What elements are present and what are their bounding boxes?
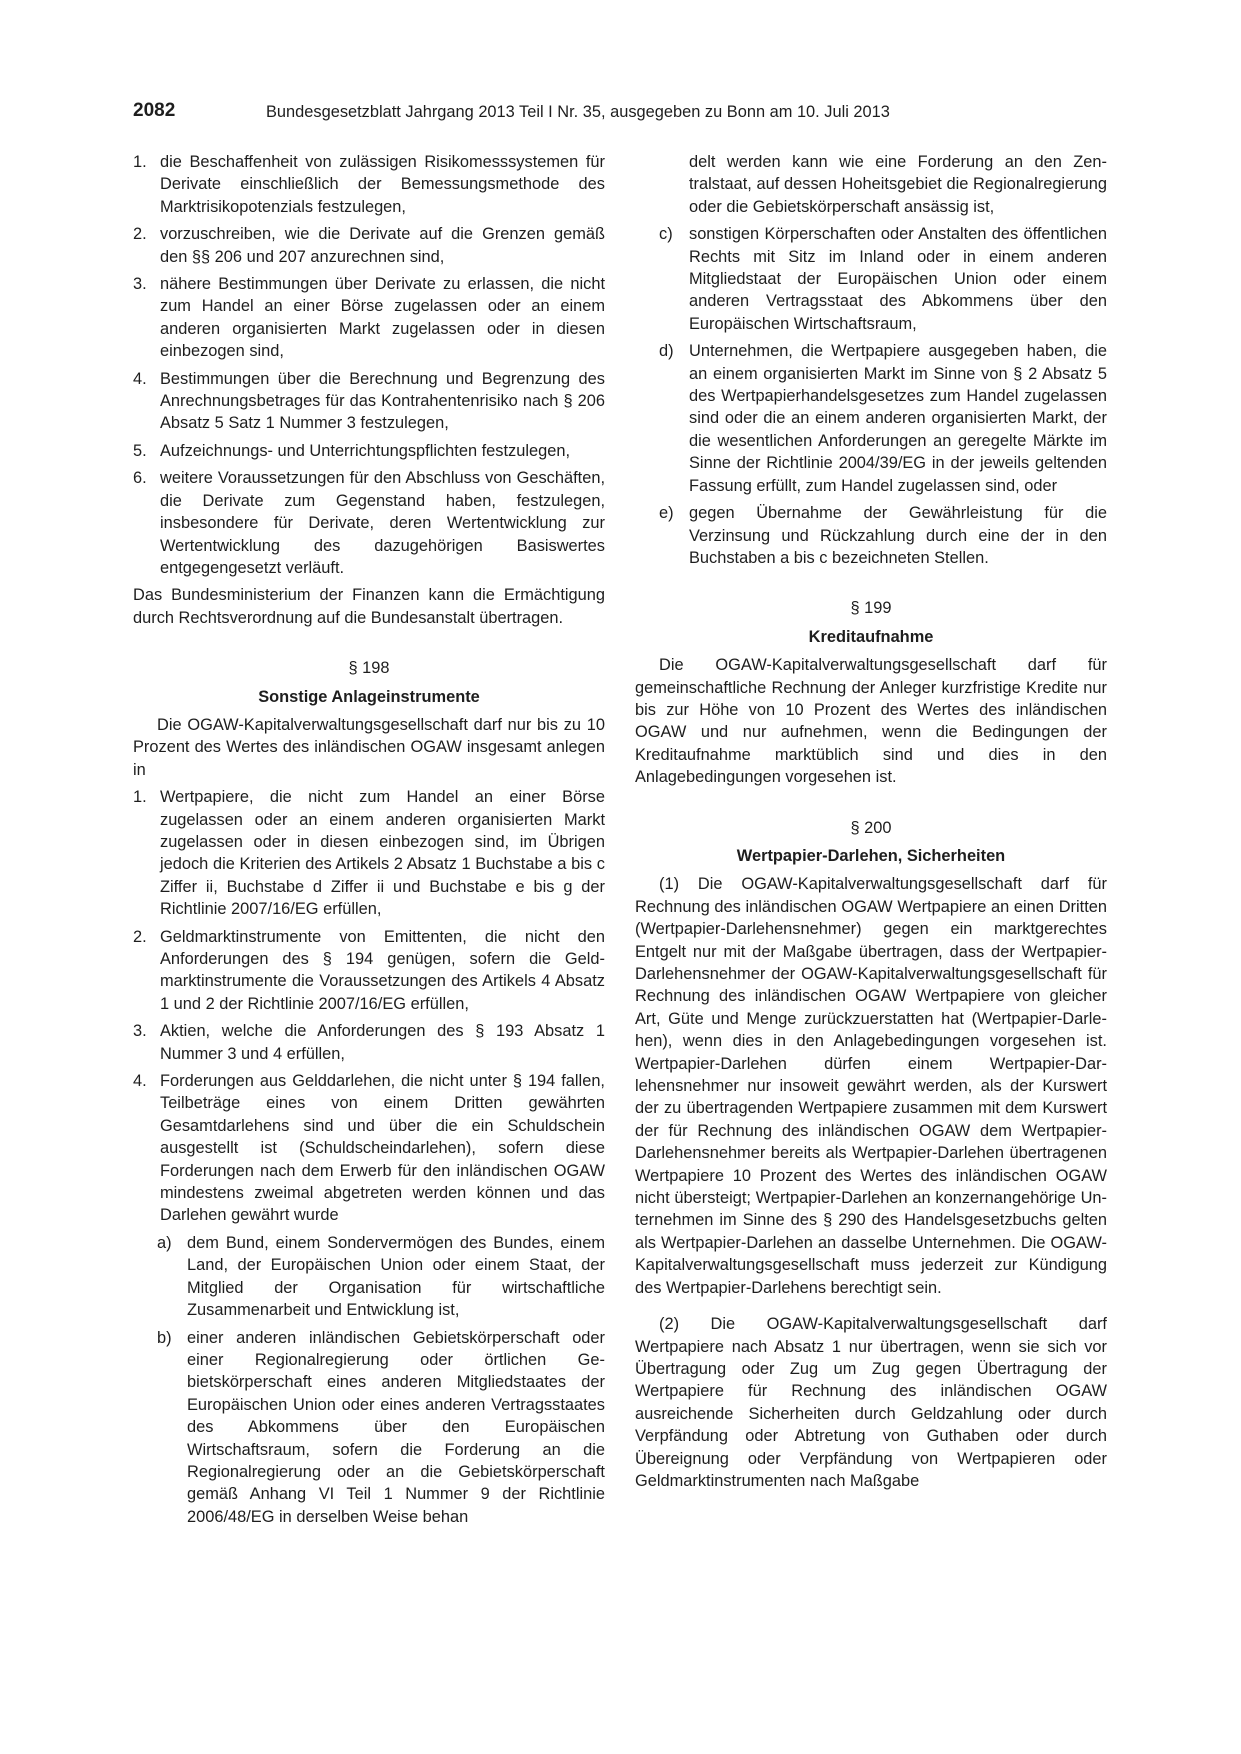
- list-marker: 3.: [133, 275, 147, 294]
- list-item-text: Aufzeichnungs- und Unterrichtungspflichten festzulegen,: [160, 441, 571, 460]
- section-paragraph: Die OGAW-Kapitalverwaltungsgesellschaft darf für gemeinschaftliche Rechnung der Anleger kurzfristige Kredite nur bis zur Höhe von 10 Prozent des Wertes des inländischen OGAW und nur aufnehmen, wenn die Bedingungen der Kreditaufnahme marktüblich sind und dies in den Anlagebedingungen vorgesehen ist.: [635, 656, 1107, 787]
- sub-list-marker: d): [659, 342, 674, 361]
- list-item-text: die Beschaffenheit von zulässigen Risikomesssystemen für Derivate einschließlich der Bemessungsmethode des Marktrisikopotenzials festzulegen,: [160, 153, 605, 216]
- sub-list-item: [635, 502, 1107, 569]
- sub-list-marker: e): [659, 504, 674, 523]
- list-item: [133, 223, 605, 268]
- page-header: [133, 100, 1108, 126]
- sub-list-marker: b): [157, 1328, 172, 1347]
- sub-list-item: [133, 1327, 605, 1529]
- list-item-text: Wertpapiere, die nicht zum Handel an einer Börse zugelassen oder an einem anderen organisierten Markt zugelassen oder in diesen einbezogen sind, im Übrigen jedoch die Kriterien des Artikels 2 Absatz 1 Buchstabe a bis c Ziffer ii, Buchstabe d Ziffer ii und Buchstabe e bis g der Richtlinie 2007/16/EG erfüllen,: [160, 788, 605, 919]
- list-marker: 6.: [133, 469, 147, 488]
- list-marker: 2.: [133, 225, 147, 244]
- list-marker: 2.: [133, 927, 147, 946]
- section-title: Sonstige Anlageinstrumente: [258, 687, 480, 706]
- continued-sub-item: delt werden kann wie eine Forderung an den Zentralstaat, auf dessen Hoheitsgebiet die Regionalregierung oder die Gebietskörperschaft ansässig ist,: [689, 153, 1107, 216]
- section-title: Kreditaufnahme: [808, 627, 934, 646]
- list-item-text: vorzuschreiben, wie die Derivate auf die Grenzen gemäß den §§ 206 und 207 anzurechnen sind,: [160, 225, 605, 266]
- list-item-text: weitere Voraussetzungen für den Abschluss von Geschäften, die Derivate zum Gegenstand haben, festzulegen, insbesondere für Derivate, deren Wertentwicklung zur Wertentwicklung des dazugehörigen Basiswertes entgegengesetzt verläuft.: [160, 469, 605, 577]
- sub-list-item-text: Unternehmen, die Wertpapiere ausgegeben haben, die an einem organisierten Markt im Sinne von § 2 Absatz 5 des Wertpapierhandelsgesetzes zum Handel zugelassen sind oder die an einem anderen organisierten Markt, der die wesentlichen Anforderungen an geregelte Märkte im Sinne der Richtlinie 2004/39/EG in der jeweils geltenden Fassung erfüllt, zum Handel zugelassen sind, oder: [689, 342, 1107, 495]
- list-item: [133, 151, 605, 218]
- list-item-text: Forderungen aus Gelddarlehen, die nicht unter § 194 fallen, Teilbeträge eines von einem Dritten gewährten Gesamtdarlehens sind und über die ein Schuldschein ausgestellt ist (Schuldscheindarlehen), sofern diese Forderungen nach dem Erwerb für den inländischen OGAW mindestens zweimal abgetreten werden können und das Darlehen gewährt wurde: [160, 1072, 605, 1225]
- sub-list-item: [133, 1232, 605, 1322]
- sub-list-item: [635, 340, 1107, 497]
- sub-list-item-text: gegen Übernahme der Gewährleistung für die Verzinsung und Rückzahlung durch eine der in den Buchstaben a bis c bezeichneten Stellen.: [689, 504, 1107, 567]
- sub-list-marker: c): [659, 225, 673, 244]
- sub-list-item-text: dem Bund, einem Sondervermögen des Bundes, einem Land, der Europäischen Union oder einem Staat, der Mitglied der Organisation für wirtschaftliche Zusammenarbeit und Entwicklung ist,: [187, 1233, 605, 1320]
- list-item: [133, 467, 605, 579]
- list-marker: 4.: [133, 1072, 147, 1091]
- sub-list-item-text: sonstigen Körperschaften oder Anstalten des öffentlichen Rechts mit Sitz im Inland oder in einem anderen Mitgliedstaat der Europäischen Union oder einem anderen Vertragsstaat des Abkommens über den Europäischen Wirtschaftsraum,: [689, 225, 1107, 333]
- list-marker: 1.: [133, 153, 147, 171]
- sub-list-marker: a): [157, 1233, 172, 1252]
- section-paragraph-1: (1) Die OGAW-Kapitalverwaltungsgesellschaft darf für Rechnung des inländischen OGAW Wertpapiere an einen Dritten (Wertpapier-Darlehensnehmer) gegen ein marktgerechtes Entgelt nur mit der Maßgabe übertragen, dass der Wertpapier-Darlehensnehmer der OGAW-Kapitalverwaltungsgesellschaft für Rechnung des inländischen OGAW Wertpapiere von gleicher Art, Güte und Menge zurückzuerstatten hat (Wertpapier-Darlehen), wenn dies in den Anlagebedingungen vorgesehen ist. Wertpapier-Darlehen dürfen einem Wertpapier-Darlehensnehmer nur insoweit gewährt werden, als der Kurswert der zu übertragenden Wertpapiere zusammen mit dem Kurswert der für Rechnung des inländischen OGAW dem Wertpapier-Darlehensnehmer bereits als Wertpapier-Darlehen übertragenen Wertpapiere 10 Prozent des Wertes des inländischen OGAW nicht übersteigt; Wertpapier-Darlehen an konzernangehörige Unternehmen im Sinne des § 290 des Handelsgesetzbuchs gelten als Wertpapier-Darlehen an dasselbe Unternehmen. Die OGAW-Kapitalverwaltungsgesellschaft muss jederzeit zur Kündigung des Wertpapier-Darlehens berechtigt sein.: [635, 875, 1107, 1297]
- list-item: [133, 368, 605, 435]
- sub-list-item: [635, 223, 1107, 335]
- list-item: [133, 1070, 605, 1227]
- list-marker: 5.: [133, 441, 147, 460]
- running-head: Bundesgesetzblatt Jahrgang 2013 Teil I Nr. 35, ausgegeben zu Bonn am 10. Juli 2013: [266, 103, 890, 121]
- section-title: Wertpapier-Darlehen, Sicherheiten: [736, 846, 1006, 865]
- list-item: [133, 1020, 605, 1065]
- section-number: § 200: [850, 818, 892, 837]
- list-item-text: Aktien, welche die Anforderungen des § 193 Absatz 1 Nummer 3 und 4 erfüllen,: [160, 1022, 605, 1063]
- page-number: 2082: [133, 100, 176, 121]
- list-marker: 1.: [133, 788, 147, 807]
- list-item-text: Bestimmungen über die Berechnung und Begrenzung des Anrechnungsbetrages für das Kontrahentenrisiko nach § 206 Absatz 5 Satz 1 Nummer 3 festzulegen,: [160, 369, 605, 433]
- list-item-text: Geldmarktinstrumente von Emittenten, die nicht den Anforderungen des § 194 genügen, sofern die Geldmarktinstrumente die Voraussetzungen des Artikels 4 Absatz 1 und 2 der Richtlinie 2007/16/EG erfüllen,: [160, 927, 605, 1013]
- list-item: [133, 273, 605, 363]
- section-paragraph-2: (2) Die OGAW-Kapitalverwaltungsgesellschaft darf Wertpapiere nach Absatz 1 nur übertragen, wenn sie sich vor Übertragung oder Zug um Zug gegen Übertragung der Wertpapiere für Rechnung des inländischen OGAW ausreichende Sicherheiten durch Geldzahlung oder durch Verpfändung oder Abtretung von Guthaben oder durch Übereignung oder Verpfändung von Wertpapieren oder Geldmarktinstrumenten nach Maßgabe: [635, 1315, 1107, 1490]
- left-column: [133, 151, 605, 1533]
- section-number: § 199: [850, 599, 892, 618]
- delegation-paragraph: Das Bundesministerium der Finanzen kann die Ermächtigung durch Rechtsverordnung auf die Bundesanstalt übertragen.: [133, 586, 605, 627]
- section-intro: Die OGAW-Kapitalverwaltungsgesellschaft darf nur bis zu 10 Prozent des Wertes des inländischen OGAW insgesamt anlegen in: [133, 715, 605, 779]
- right-column: [635, 151, 1107, 1497]
- list-marker: 3.: [133, 1022, 147, 1041]
- list-item: [133, 926, 605, 1016]
- sub-list-item-text: einer anderen inländischen Gebietskörperschaft oder einer Regionalregierung oder örtlichen Gebietskörperschaft eines anderen Mitgliedstaates der Europäischen Union oder eines anderen Vertragsstaates des Abkommens über den Europäischen Wirtschaftsraum, sofern die Forderung an die Regionalregierung oder an die Gebietskörperschaft gemäß Anhang VI Teil 1 Nummer 9 der Richtlinie 2006/48/EG in derselben Weise behan: [187, 1328, 605, 1526]
- list-item: [133, 786, 605, 920]
- section-number: § 198: [348, 659, 390, 678]
- list-marker: 4.: [133, 369, 147, 388]
- list-item-text: nähere Bestimmungen über Derivate zu erlassen, die nicht zum Handel an einer Börse zugelassen oder an einem anderen organisierten Markt zugelassen oder in diesen einbezogen sind,: [160, 275, 605, 361]
- list-item: [133, 440, 605, 462]
